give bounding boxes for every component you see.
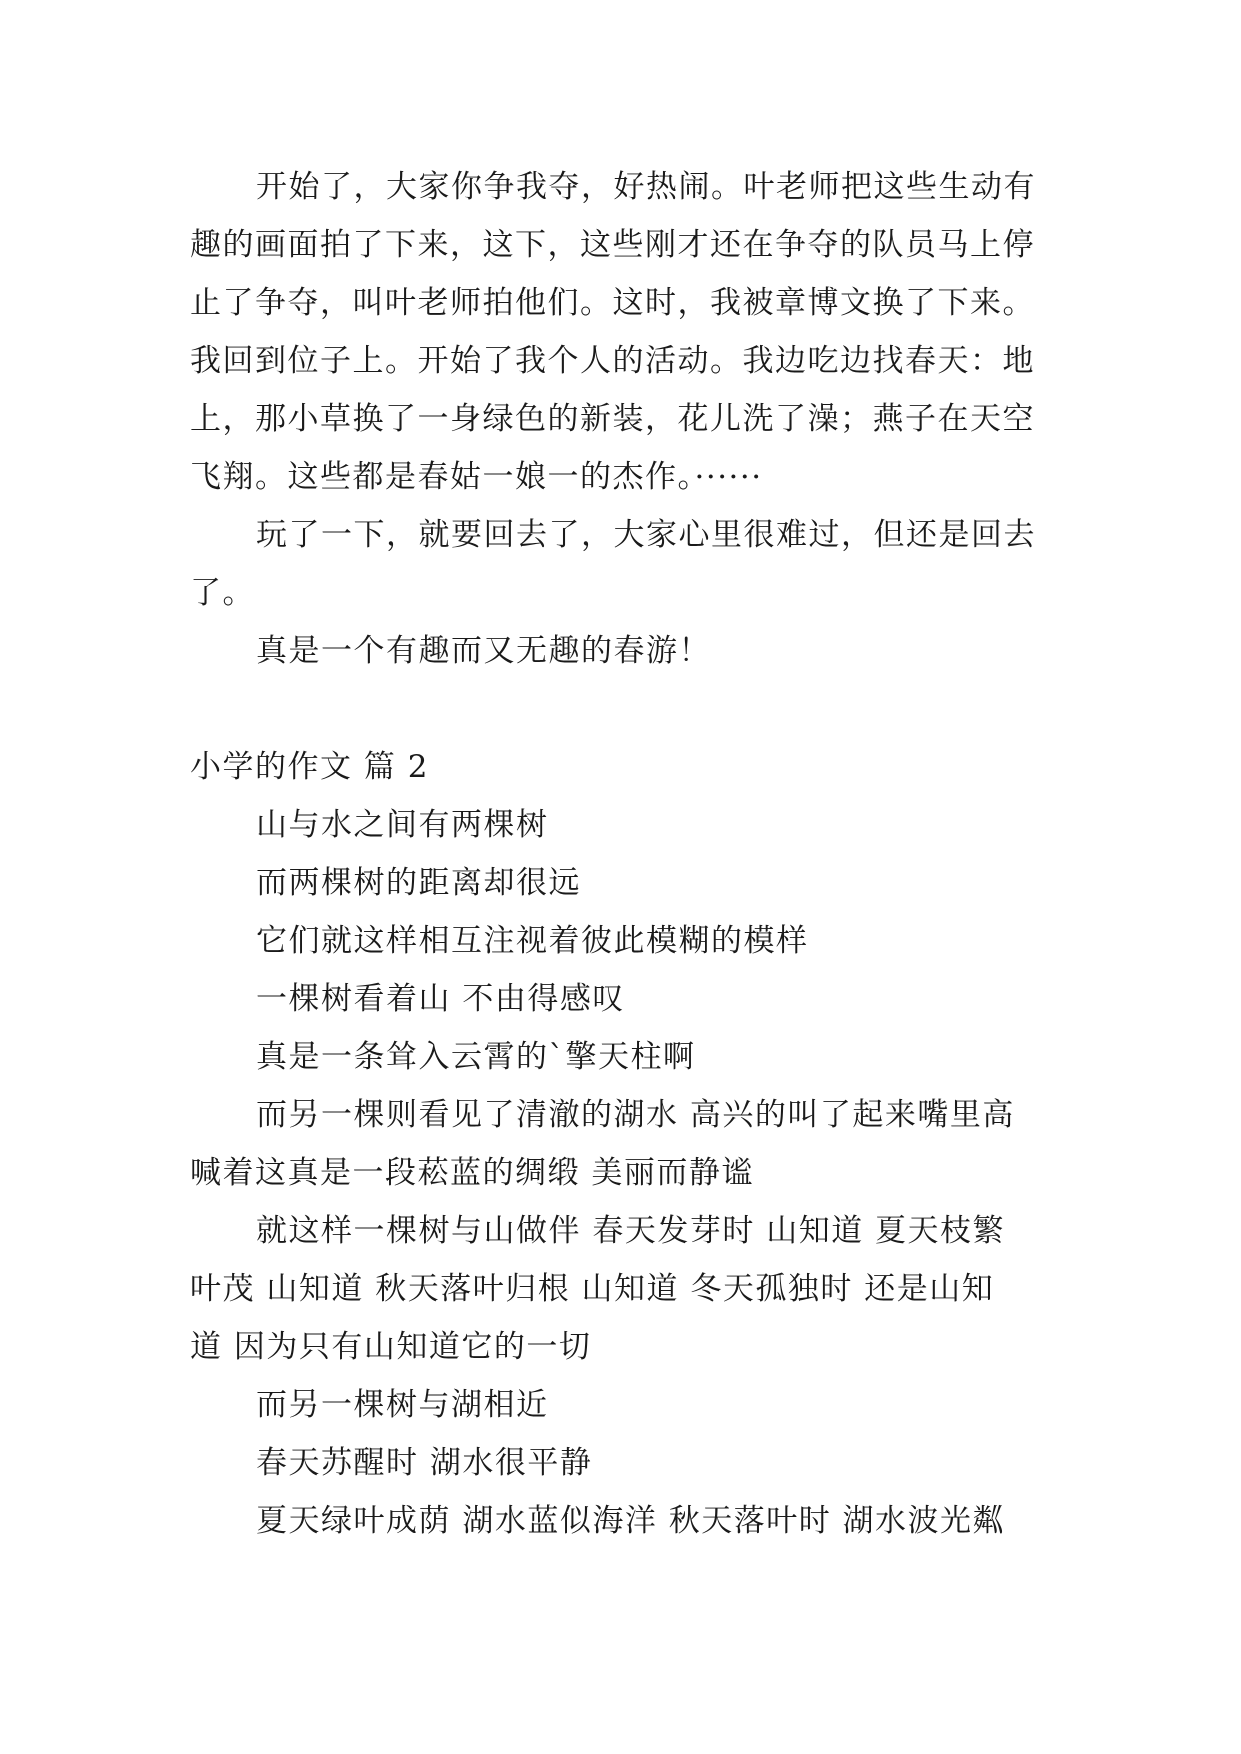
poem-line: 而两棵树的距离却很远 bbox=[256, 865, 581, 901]
poem-line: 而另一棵树与湖相近 bbox=[256, 1387, 549, 1423]
paragraph-line: 了。 bbox=[190, 575, 255, 611]
poem-line: 真是一条耸入云霄的`擎天柱啊 bbox=[256, 1039, 696, 1075]
poem-line: 山与水之间有两棵树 bbox=[256, 807, 549, 843]
poem-line: 春天苏醒时 湖水很平静 bbox=[256, 1445, 593, 1481]
paragraph-line: 开始了，大家你争我夺，好热闹。叶老师把这些生动有 bbox=[256, 169, 1036, 205]
poem-line: 道 因为只有山知道它的一切 bbox=[190, 1329, 592, 1365]
paragraph-line: 止了争夺，叫叶老师拍他们。这时，我被章博文换了下来。 bbox=[190, 285, 1035, 321]
paragraph-line: 我回到位子上。开始了我个人的活动。我边吃边找春天：地 bbox=[190, 343, 1035, 379]
paragraph-line: 真是一个有趣而又无趣的春游！ bbox=[256, 633, 711, 669]
poem-line: 就这样一棵树与山做伴 春天发芽时 山知道 夏天枝繁 bbox=[256, 1213, 1006, 1249]
poem-line: 喊着这真是一段菘蓝的绸缎 美丽而静谧 bbox=[190, 1155, 754, 1191]
poem-line: 叶茂 山知道 秋天落叶归根 山知道 冬天孤独时 还是山知 bbox=[190, 1271, 995, 1307]
poem-line: 一棵树看着山 不由得感叹 bbox=[256, 981, 625, 1017]
paragraph-line: 飞翔。这些都是春姑一娘一的杰作。······ bbox=[190, 459, 763, 495]
paragraph-line: 玩了一下，就要回去了，大家心里很难过，但还是回去 bbox=[256, 517, 1036, 553]
poem-line: 夏天绿叶成荫 湖水蓝似海洋 秋天落叶时 湖水波光粼 bbox=[256, 1503, 1006, 1539]
section-heading: 小学的作文 篇 2 bbox=[190, 749, 429, 785]
paragraph-line: 趣的画面拍了下来，这下，这些刚才还在争夺的队员马上停 bbox=[190, 227, 1035, 263]
poem-line: 而另一棵则看见了清澈的湖水 高兴的叫了起来嘴里高 bbox=[256, 1097, 1015, 1133]
poem-line: 它们就这样相互注视着彼此模糊的模样 bbox=[256, 923, 809, 959]
paragraph-line: 上，那小草换了一身绿色的新装，花儿洗了澡；燕子在天空 bbox=[190, 401, 1035, 437]
